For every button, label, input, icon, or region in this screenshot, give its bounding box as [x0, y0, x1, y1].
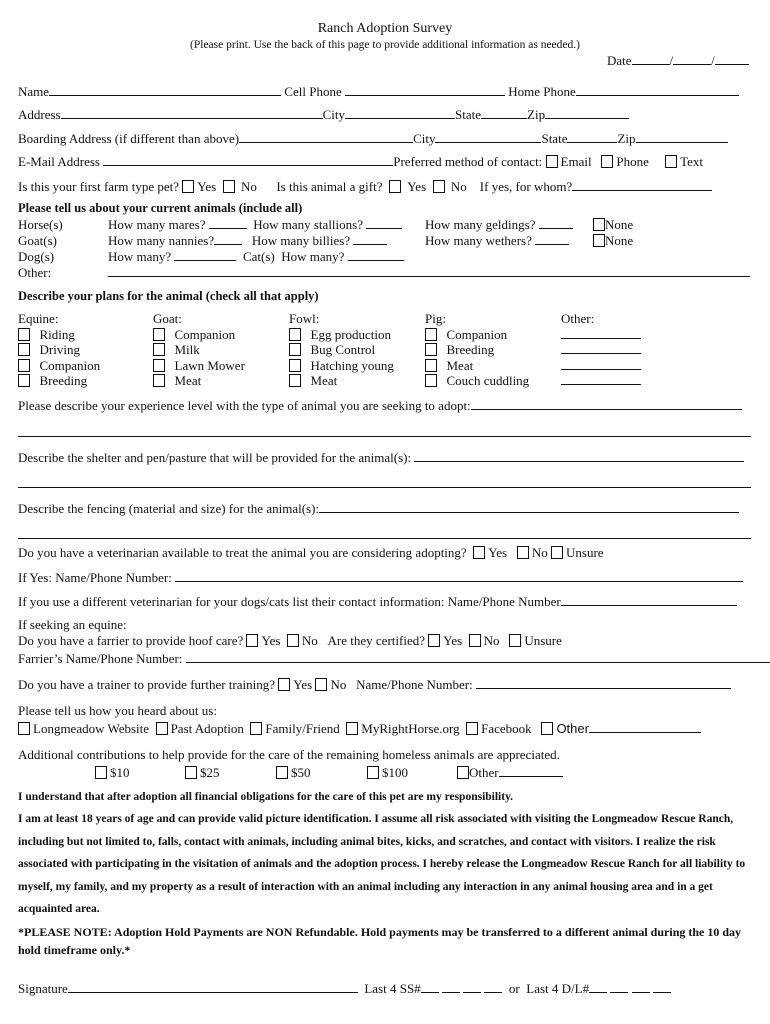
shelter-line-2[interactable] [18, 487, 751, 488]
goat-none-checkbox[interactable] [593, 234, 605, 247]
other-animals-row [108, 265, 750, 280]
name-label: Name [18, 84, 50, 99]
pref-phone-label: Phone [616, 154, 649, 169]
experience-row [18, 398, 742, 413]
certified-no-checkbox[interactable] [469, 634, 481, 647]
farrier-contact-label: Farrier’s Name/Phone Number: [18, 651, 183, 666]
farrier-yes-label: Yes [261, 633, 281, 648]
horse-none-label: None [605, 217, 634, 232]
nannies-question: How many nannies? [108, 233, 215, 248]
farrier-contact-field[interactable] [186, 651, 770, 663]
certified-yes-label: Yes [443, 633, 463, 648]
vet-contact-field[interactable] [175, 570, 743, 582]
mares-field[interactable] [209, 217, 247, 229]
email-label: E-Mail Address [18, 154, 100, 169]
fowl-hatching-label: Hatching young [310, 357, 394, 373]
dl-digit-3[interactable] [632, 981, 650, 993]
fowl-meat-checkbox[interactable] [289, 374, 301, 387]
equine-breeding-checkbox[interactable] [18, 374, 30, 387]
fowl-bug-checkbox[interactable] [289, 343, 301, 356]
form-title: Ranch Adoption Survey [317, 21, 453, 36]
pig-cuddling-label: Couch cuddling [446, 373, 530, 388]
current-animals-heading: Please tell us about your current animals (include all) [18, 201, 303, 215]
address-field[interactable] [61, 107, 323, 119]
goat-none-label: None [605, 233, 634, 248]
heard-website-checkbox[interactable] [18, 722, 30, 735]
fowl-meat-label: Meat [310, 373, 338, 388]
fowl-egg-checkbox[interactable] [289, 328, 301, 341]
city-field[interactable] [345, 107, 455, 119]
name-field[interactable] [49, 84, 281, 96]
boarding-state-field[interactable] [567, 131, 617, 143]
trainer-no-label: No [330, 677, 347, 692]
farrier-yes-checkbox[interactable] [246, 634, 258, 647]
heard-family-label: Family/Friend [265, 721, 340, 736]
boarding-label: Boarding Address (if different than above) [18, 131, 240, 146]
contribution-10-checkbox[interactable] [95, 766, 107, 779]
certified-no-label: No [483, 633, 500, 648]
plans-other-column [561, 311, 641, 389]
pig-companion-checkbox[interactable] [425, 328, 437, 341]
gift-whom-field[interactable] [572, 179, 712, 191]
goat-milk-label: Milk [174, 342, 200, 357]
ss-digit-4[interactable] [484, 981, 502, 993]
plans-other-field-4[interactable] [561, 373, 641, 385]
trainer-no-checkbox[interactable] [315, 678, 327, 691]
ss-digit-2[interactable] [442, 981, 460, 993]
vet-unsure-checkbox[interactable] [551, 546, 563, 559]
dl-label: Last 4 D/L# [526, 981, 590, 996]
plans-other-field-3[interactable] [561, 358, 641, 370]
pref-email-label: Email [560, 154, 592, 169]
equine-companion-label: Companion [39, 357, 101, 373]
name-row [18, 84, 739, 99]
heard-facebook-checkbox[interactable] [466, 722, 478, 735]
or-label: or [508, 981, 520, 996]
plans-pig-column [425, 311, 529, 389]
vet-no-label: No [531, 545, 548, 560]
experience-question: Please describe your experience level with the type of animal you are seeking to adopt: [18, 398, 471, 413]
contribution-100 [367, 765, 408, 780]
contribution-25 [185, 765, 220, 780]
nannies-field[interactable] [214, 233, 242, 245]
gift-yes-checkbox[interactable] [389, 180, 401, 193]
trainer-yes-label: Yes [293, 677, 313, 692]
boarding-state-label: State [541, 131, 568, 146]
farrier-question: Do you have a farrier to provide hoof care? [18, 633, 244, 648]
equine-breeding-label: Breeding [39, 373, 88, 388]
home-phone-field[interactable] [576, 84, 739, 96]
home-phone-label: Home Phone [508, 84, 576, 99]
certified-unsure-label: Unsure [524, 633, 562, 648]
heard-question: Please tell us how you heard about us: [18, 703, 217, 718]
heard-other-field[interactable] [589, 721, 701, 733]
ss-label: Last 4 SS# [364, 981, 421, 996]
address-row [18, 107, 629, 122]
dl-digit-4[interactable] [653, 981, 671, 993]
fowl-label: Fowl: [289, 311, 320, 326]
boarding-zip-label: Zip [617, 131, 636, 146]
geldings-row [425, 217, 573, 232]
heard-past-adoption-label: Past Adoption [170, 721, 244, 736]
pig-cuddling-checkbox[interactable] [425, 374, 437, 387]
heard-past-adoption-checkbox[interactable] [156, 722, 168, 735]
heard-other-label: Other [556, 721, 589, 736]
zip-label: Zip [527, 107, 546, 122]
contributions-text: Additional contributions to help provide for the care of the remaining homeless animals are appreciated. [18, 747, 560, 762]
heard-options-row [18, 721, 701, 736]
pig-breeding-checkbox[interactable] [425, 343, 437, 356]
heard-myrighthorse-checkbox[interactable] [346, 722, 358, 735]
equine-riding-label: Riding [39, 326, 75, 342]
plans-goat-column [153, 311, 245, 389]
goat-none [593, 233, 633, 248]
pref-text-label: Text [680, 154, 704, 169]
hold-payment-note: *PLEASE NOTE: Adoption Hold Payments are NON Refundable. Hold payments may be transferred to a different animal during the 10 day hold timeframe only.* [18, 925, 742, 957]
contribution-10-label: $10 [110, 765, 130, 780]
signature-field[interactable] [68, 981, 358, 993]
different-vet-label: If you use a different veterinarian for your dogs/cats list their contact information: Name/Phone Number [18, 594, 561, 609]
dl-digit-1[interactable] [589, 981, 607, 993]
first-pet-no-label: No [240, 179, 257, 194]
goat-meat-label: Meat [174, 373, 202, 388]
dog-cat-questions [108, 249, 404, 264]
zip-field[interactable] [545, 107, 629, 119]
boarding-city-field[interactable] [435, 131, 541, 143]
equine-riding-checkbox[interactable] [18, 328, 30, 341]
boarding-field[interactable] [239, 131, 413, 143]
farrier-contact-row [18, 651, 770, 666]
farrier-row [18, 633, 562, 648]
wethers-row [425, 233, 569, 248]
contribution-other-field[interactable] [499, 765, 563, 777]
address-label: Address [18, 107, 61, 122]
signature-label: Signature [18, 981, 68, 996]
contribution-10 [95, 765, 130, 780]
experience-line-2[interactable] [18, 436, 751, 437]
email-field[interactable] [103, 154, 393, 166]
stallions-field[interactable] [366, 217, 402, 229]
email-row [18, 154, 703, 169]
goat-meat-checkbox[interactable] [153, 374, 165, 387]
gift-no-label: No [450, 179, 467, 194]
boarding-city-label: City [413, 131, 436, 146]
pig-companion-label: Companion [446, 326, 508, 342]
horse-label: Horse(s) [18, 217, 63, 232]
form-subtitle: (Please print. Use the back of this page to provide additional information as needed.) [190, 39, 580, 51]
goat-lawn-mower-label: Lawn Mower [174, 357, 245, 373]
vet-contact-label: If Yes: Name/Phone Number: [18, 570, 172, 585]
boarding-row [18, 131, 728, 146]
goat-plans-label: Goat: [153, 311, 182, 326]
stallions-question: How many stallions? [253, 217, 363, 232]
goat-milk-checkbox[interactable] [153, 343, 165, 356]
different-vet-field[interactable] [561, 594, 737, 606]
vet-yes-checkbox[interactable] [473, 546, 485, 559]
shelter-field[interactable] [414, 450, 744, 462]
plans-fowl-column [289, 311, 394, 389]
fowl-hatching-checkbox[interactable] [289, 359, 301, 372]
vet-question: Do you have a veterinarian available to treat the animal you are considering adopting? [18, 545, 467, 560]
contribution-50-checkbox[interactable] [276, 766, 288, 779]
equine-driving-checkbox[interactable] [18, 343, 30, 356]
ss-digit-1[interactable] [421, 981, 439, 993]
farrier-no-checkbox[interactable] [287, 634, 299, 647]
gift-question: Is this animal a gift? [276, 179, 383, 194]
heard-other-checkbox[interactable] [541, 722, 553, 735]
contribution-other-label: Other [469, 765, 499, 780]
horse-none [593, 217, 633, 232]
goat-companion-checkbox[interactable] [153, 328, 165, 341]
cats-field[interactable] [348, 249, 404, 261]
date-field[interactable]: Date / / [607, 53, 749, 68]
fowl-bug-label: Bug Control [310, 342, 376, 357]
pig-meat-label: Meat [446, 357, 474, 373]
plans-other-label: Other: [561, 311, 595, 326]
date-label: Date [607, 53, 632, 68]
plans-equine-column [18, 311, 100, 389]
first-pet-yes-label: Yes [197, 179, 217, 194]
pig-label: Pig: [425, 311, 446, 326]
trainer-contact-label: Name/Phone Number: [356, 677, 473, 692]
plans-other-field-2[interactable] [561, 342, 641, 354]
mares-question: How many mares? [108, 217, 206, 232]
first-pet-yes-checkbox[interactable] [182, 180, 194, 193]
boarding-zip-field[interactable] [636, 131, 728, 143]
vet-yes-label: Yes [488, 545, 508, 560]
heard-myrighthorse-label: MyRightHorse.org [361, 721, 460, 736]
fencing-question: Describe the fencing (material and size) for the animal(s): [18, 501, 320, 516]
equine-label: Equine: [18, 311, 59, 326]
cats-question: How many? [281, 249, 345, 264]
geldings-question: How many geldings? [425, 217, 536, 232]
contribution-50 [276, 765, 311, 780]
geldings-field[interactable] [539, 217, 573, 229]
pref-email-checkbox[interactable] [546, 155, 558, 168]
equine-companion-checkbox[interactable] [18, 359, 30, 372]
shelter-row [18, 450, 744, 465]
trainer-question: Do you have a trainer to provide further training? [18, 677, 276, 692]
heard-website-label: Longmeadow Website [33, 721, 150, 736]
pref-phone-checkbox[interactable] [601, 155, 613, 168]
other-animals-label: Other: [18, 265, 52, 280]
shelter-question: Describe the shelter and pen/pasture that will be provided for the animal(s): [18, 450, 412, 465]
cat-label: Cat(s) [242, 249, 275, 264]
certified-yes-checkbox[interactable] [428, 634, 440, 647]
billies-field[interactable] [353, 233, 387, 245]
state-label: State [455, 107, 482, 122]
gift-no-checkbox[interactable] [433, 180, 445, 193]
vet-no-checkbox[interactable] [517, 546, 529, 559]
fencing-row [18, 501, 739, 516]
dog-label: Dog(s) [18, 249, 55, 264]
heard-facebook-label: Facebook [481, 721, 532, 736]
trainer-contact-field[interactable] [476, 677, 731, 689]
vet-unsure-label: Unsure [566, 545, 604, 560]
city-label: City [322, 107, 346, 122]
goat-companion-label: Companion [174, 326, 236, 342]
fencing-field[interactable] [319, 501, 739, 513]
trainer-row [18, 677, 731, 692]
goat-label: Goat(s) [18, 233, 57, 248]
contribution-50-label: $50 [291, 765, 311, 780]
gift-whom-label: If yes, for whom? [479, 179, 573, 194]
seeking-equine-label: If seeking an equine: [18, 617, 127, 632]
signature-row [18, 981, 671, 996]
certified-question: Are they certified? [327, 633, 425, 648]
dogs-question: How many? [108, 249, 172, 264]
first-pet-row [18, 179, 712, 194]
goat-questions [108, 233, 387, 248]
vet-contact-row [18, 570, 743, 585]
horse-none-checkbox[interactable] [593, 218, 605, 231]
trainer-yes-checkbox[interactable] [278, 678, 290, 691]
wethers-field[interactable] [535, 233, 569, 245]
contribution-100-label: $100 [382, 765, 408, 780]
dl-digit-2[interactable] [610, 981, 628, 993]
other-animals-field[interactable] [108, 265, 750, 277]
pig-meat-checkbox[interactable] [425, 359, 437, 372]
contribution-other-checkbox[interactable] [457, 766, 469, 779]
contribution-25-checkbox[interactable] [185, 766, 197, 779]
horse-questions [108, 217, 402, 232]
plans-heading: Describe your plans for the animal (check all that apply) [18, 289, 319, 303]
ss-digit-3[interactable] [463, 981, 481, 993]
cell-phone-label: Cell Phone [284, 84, 342, 99]
dogs-field[interactable] [174, 249, 236, 261]
goat-lawn-mower-checkbox[interactable] [153, 359, 165, 372]
first-pet-no-checkbox[interactable] [223, 180, 235, 193]
contribution-100-checkbox[interactable] [367, 766, 379, 779]
fencing-line-2[interactable] [18, 538, 751, 539]
state-field[interactable] [481, 107, 527, 119]
billies-question: How many billies? [251, 233, 351, 248]
financial-obligation-text: I understand that after adoption all financial obligations for the care of this pet are my responsibility. [18, 791, 514, 803]
contribution-other [457, 765, 563, 780]
farrier-no-label: No [301, 633, 318, 648]
fowl-egg-label: Egg production [310, 326, 392, 342]
experience-field[interactable] [471, 398, 742, 410]
equine-driving-label: Driving [39, 342, 80, 357]
plans-other-field-1[interactable] [561, 327, 641, 339]
pref-text-checkbox[interactable] [665, 155, 677, 168]
different-vet-row [18, 594, 737, 609]
wethers-question: How many wethers? [425, 233, 532, 248]
first-pet-question: Is this your first farm type pet? [18, 179, 180, 194]
liability-release-text: I am at least 18 years of age and can provide valid picture identification. I assume all risk associated with visiting the Longmeadow Rescue Ranch, including but not limited to, falls, contact with animals, including animal bites, kicks, and scratches, and contact with visitors. I realize the risk associated with participating in the visitation of animals and the adoption process. I hereby release the Longmeadow Rescue Ranch for all liability to myself, my family, and my property as a result of interaction with an animal including any interaction in any animal housing area and in a get acquainted area. [18, 813, 746, 915]
cell-phone-field[interactable] [345, 84, 505, 96]
heard-family-checkbox[interactable] [250, 722, 262, 735]
pig-breeding-label: Breeding [446, 342, 495, 357]
vet-row [18, 545, 604, 560]
preferred-contact-label: Preferred method of contact: [393, 154, 543, 169]
gift-yes-label: Yes [407, 179, 427, 194]
certified-unsure-checkbox[interactable] [509, 634, 521, 647]
contribution-25-label: $25 [200, 765, 220, 780]
